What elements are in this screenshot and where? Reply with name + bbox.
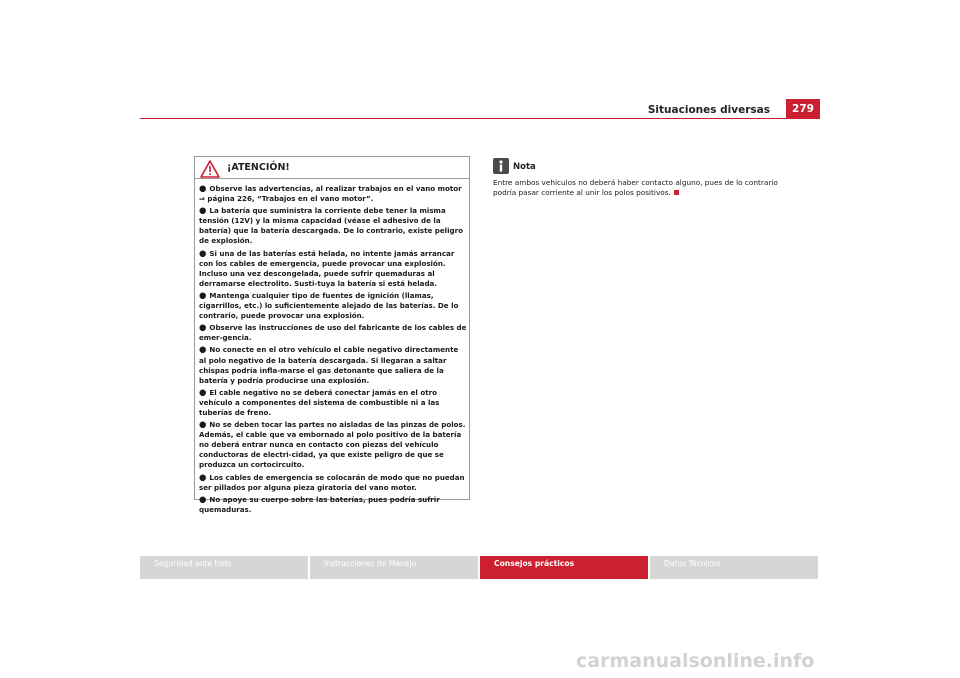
warning-item: ● La batería que suministra la corriente debe tener la misma tensión (12V) y la misma capacidad (véase el adhesivo de la batería) que la batería descargada. De lo contrario, existe peligro de explosión. xyxy=(199,206,463,246)
warning-title: ¡ATENCIÓN! xyxy=(227,162,290,173)
bullet-icon: ● xyxy=(199,345,207,356)
note-info-icon xyxy=(493,158,509,174)
bullet-icon: ● xyxy=(199,206,207,217)
warning-item: ● Observe las advertencias, al realizar trabajos en el vano motor ⇒ página 226, “Trabajos en el vano motor”. xyxy=(199,184,462,204)
bullet-icon: ● xyxy=(199,323,207,334)
bullet-icon: ● xyxy=(199,248,207,259)
warning-body xyxy=(199,184,467,517)
bullet-icon: ● xyxy=(199,420,207,431)
bullet-icon: ● xyxy=(199,472,207,483)
footer-tab-instrucciones[interactable]: Instrucciones de Manejo xyxy=(310,556,478,579)
bullet-icon: ● xyxy=(199,290,207,301)
note-title: Nota xyxy=(513,162,536,172)
bullet-icon: ● xyxy=(199,494,207,505)
warning-triangle-icon xyxy=(200,160,220,178)
warning-item: ● Los cables de emergencia se colocarán de modo que no puedan ser pillados por alguna pieza giratoria del vano motor. xyxy=(199,472,465,492)
bullet-icon: ● xyxy=(199,387,207,398)
warning-item: ● No conecte en el otro vehículo el cable negativo directamente al polo negativo de la batería descargada. Si llegaran a saltar chispas podría infla-marse el gas detonante que saliera de la batería y podría producirse una explosión. xyxy=(199,345,459,385)
footer-tab-seguridad[interactable]: Seguridad ante todo xyxy=(140,556,308,579)
warning-header xyxy=(195,157,469,179)
warning-box xyxy=(194,156,470,514)
note-text: Entre ambos vehículos no deberá haber contacto alguno, pues de lo contrario podría pasar corriente al unir los polos positivos. xyxy=(493,178,778,198)
page-number: 279 xyxy=(786,99,820,119)
warning-item: ● Si una de las baterías está helada, no intente jamás arrancar con los cables de emergencia, puede provocar una explosión. Incluso una vez descongelada, puede sufrir quemaduras al derramarse electrolito. Susti-tuya la batería si está helada. xyxy=(199,248,455,288)
section-title: Situaciones diversas xyxy=(647,104,770,116)
footer-tab-datos[interactable]: Datos Técnicos xyxy=(650,556,818,579)
watermark: carmanualsonline.info xyxy=(576,650,815,672)
header-rule xyxy=(140,118,820,119)
bullet-icon: ● xyxy=(199,184,207,194)
page-reference-link[interactable]: ⇒ página 226, “Trabajos en el vano motor”. xyxy=(199,194,374,204)
warning-item: ● No se deben tocar las partes no aisladas de las pinzas de polos. Además, el cable que va embornado al polo positivo de la batería no deberá entrar nunca en contacto con piezas del vehículo conductoras de electri-cidad, ya que existe peligro de que se produzca un cortocircuito. xyxy=(199,420,466,470)
warning-item: ● Observe las instrucciones de uso del fabricante de los cables de emer-gencia. xyxy=(199,323,467,343)
end-of-section-mark xyxy=(674,190,679,195)
warning-item: ● Mantenga cualquier tipo de fuentes de ignición (llamas, cigarrillos, etc.) lo suficientemente alejado de las baterías. De lo contrario, puede provocar una explosión. xyxy=(199,290,459,321)
warning-item: ● No apoye su cuerpo sobre las baterías, pues podría sufrir quemaduras. xyxy=(199,494,440,514)
warning-item: ● El cable negativo no se deberá conectar jamás en el otro vehículo a componentes del sistema de combustible ni a las tuberías de freno. xyxy=(199,387,440,417)
footer-tab-consejos[interactable]: Consejos prácticos xyxy=(480,556,648,579)
